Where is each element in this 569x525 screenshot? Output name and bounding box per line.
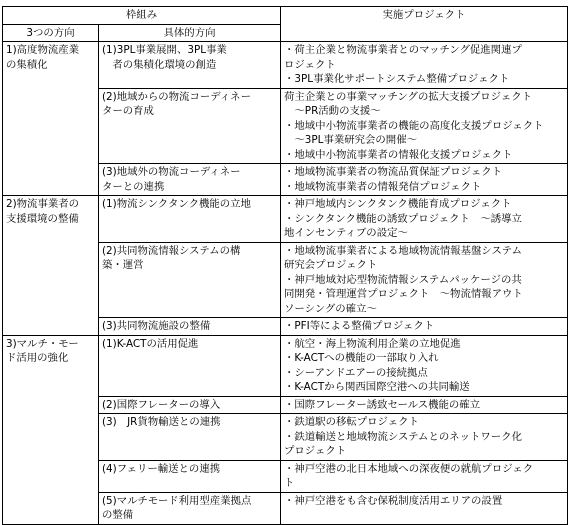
specific-direction-cell: (5)マルチモード利用型産業拠点 の整備 bbox=[99, 492, 281, 524]
specific-direction-cell: (2)国際フレーターの導入 bbox=[99, 396, 281, 414]
specific-direction-cell: (3)共同物流施設の整備 bbox=[99, 318, 281, 336]
specific-direction-cell: (3)地域外の物流コーディネー ターとの連携 bbox=[99, 164, 281, 196]
header-specific-direction: 具体的方向 bbox=[99, 24, 281, 42]
table-row bbox=[3, 335, 568, 396]
header-projects: 実施プロジェクト bbox=[281, 7, 568, 42]
specific-direction-cell: (1)K-ACTの活用促進 bbox=[99, 335, 281, 396]
project-cell: ・神戸空港をも含む保税制度活用エリアの設置 bbox=[281, 492, 568, 524]
table-row bbox=[3, 196, 568, 243]
project-cell: ・航空・海上物流利用企業の立地促進 ・K-ACTへの機能の一部取り入れ ・シーアンドエアーの接続拠点 ・K-ACTから関西国際空港への共同輸送 bbox=[281, 335, 568, 396]
project-cell: ・地域物流事業者の物流品質保証プロジェクト ・地域物流事業者の情報発信プロジェクト bbox=[281, 164, 568, 196]
project-cell: ・神戸地域内シンクタンク機能育成プロジェクト ・シンクタンク機能の誘致プロジェクト ～誘導立 地インセンティブの設定～ bbox=[281, 196, 568, 243]
project-cell: ・荷主企業と物流事業者とのマッチング促進関連プ ロジェクト ・3PL事業化サポートシステム整備プロジェクト bbox=[281, 42, 568, 89]
direction-cell: 3)マルチ・モー ド活用の強化 bbox=[3, 335, 99, 524]
logistics-plan-table bbox=[2, 6, 568, 525]
project-cell: 荷主企業との事業マッチングの拡大支援プロジェクト ～PR活動の支援～ ・地域中小物流事業者の機能の高度化支援プロジェクト ～3PL事業研究会の開催～ ・地域中小物流事業者の情報化支援プロジェクト bbox=[281, 88, 568, 164]
project-cell: ・PFI等による整備プロジェクト bbox=[281, 318, 568, 336]
direction-cell: 1)高度物流産業 の集積化 bbox=[3, 42, 99, 196]
project-cell: ・神戸空港の北日本地域への深夜便の就航プロジェク ト bbox=[281, 460, 568, 492]
header-row-1 bbox=[3, 7, 568, 25]
header-framework: 枠組み bbox=[3, 7, 281, 25]
specific-direction-cell: (3) JR貨物輸送との連携 bbox=[99, 414, 281, 461]
specific-direction-cell: (2)地域からの物流コーディネー ターの育成 bbox=[99, 88, 281, 164]
project-cell: ・地域物流事業者による地域物流情報基盤システム 研究会プロジェクト ・神戸地域対応型物流情報システムパッケージの共 同開発・管理運営プロジェクト ～物流情報アウト ソーシングの確立～ bbox=[281, 242, 568, 318]
header-three-directions: 3つの方向 bbox=[3, 24, 99, 42]
specific-direction-cell: (2)共同物流情報システムの構 築・運営 bbox=[99, 242, 281, 318]
table-row bbox=[3, 42, 568, 89]
specific-direction-cell: (1)3PL事業展開、3PL事業 者の集積化環境の創造 bbox=[99, 42, 281, 89]
direction-cell: 2)物流事業者の 支援環境の整備 bbox=[3, 196, 99, 336]
project-cell: ・鉄道駅の移転プロジェクト ・鉄道輸送と地域物流システムとのネットワーク化 プロジェクト bbox=[281, 414, 568, 461]
specific-direction-cell: (4)フェリー輸送との連携 bbox=[99, 460, 281, 492]
project-cell: ・国際フレーター誘致セールス機能の確立 bbox=[281, 396, 568, 414]
specific-direction-cell: (1)物流シンクタンク機能の立地 bbox=[99, 196, 281, 243]
